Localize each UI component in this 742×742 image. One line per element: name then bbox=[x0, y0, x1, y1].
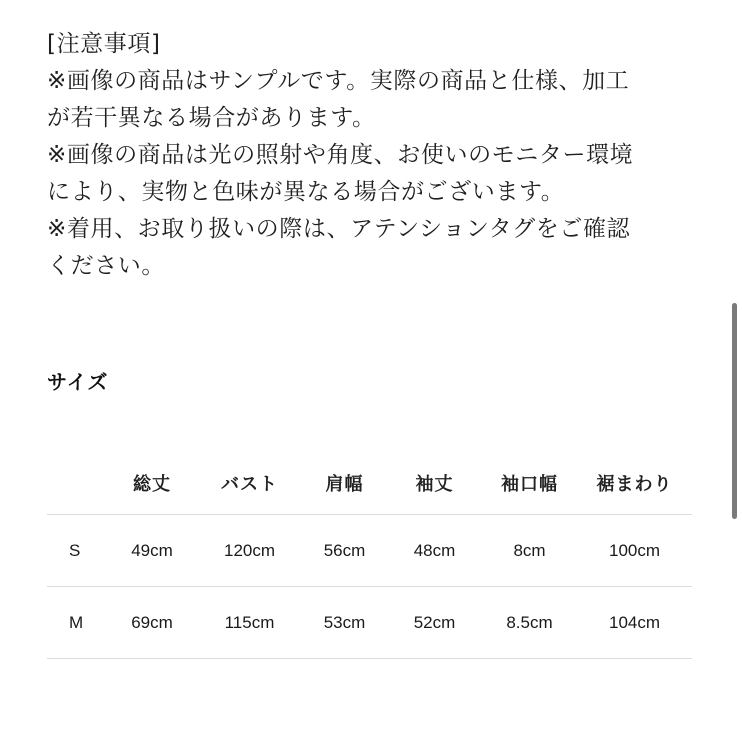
notes-line: ※着用、お取り扱いの際は、アテンションタグをご確認 bbox=[47, 216, 631, 242]
table-header-cell: 袖口幅 bbox=[482, 452, 577, 515]
table-cell: 56cm bbox=[302, 515, 387, 587]
table-cell: 104cm bbox=[577, 587, 692, 659]
table-cell: 53cm bbox=[302, 587, 387, 659]
table-cell: 100cm bbox=[577, 515, 692, 587]
notes-section bbox=[47, 26, 707, 285]
size-table-header-row bbox=[47, 452, 692, 515]
scrollbar-thumb[interactable] bbox=[732, 303, 737, 519]
table-header-cell: 袖丈 bbox=[387, 452, 482, 515]
size-table bbox=[47, 452, 692, 659]
notes-line: により、実物と色味が異なる場合がございます。 bbox=[47, 179, 565, 205]
table-row bbox=[47, 587, 692, 659]
table-cell: 49cm bbox=[107, 515, 197, 587]
table-header-cell bbox=[47, 452, 107, 515]
notes-line: が若干異なる場合があります。 bbox=[47, 105, 376, 131]
table-cell: 120cm bbox=[197, 515, 302, 587]
size-label-cell: S bbox=[47, 515, 107, 587]
table-cell: 52cm bbox=[387, 587, 482, 659]
table-cell: 8.5cm bbox=[482, 587, 577, 659]
table-header-cell: 総丈 bbox=[107, 452, 197, 515]
notes-line: ※画像の商品はサンプルです。実際の商品と仕様、加工 bbox=[47, 68, 630, 94]
size-heading: サイズ bbox=[47, 370, 109, 394]
table-cell: 48cm bbox=[387, 515, 482, 587]
notes-line: ください。 bbox=[47, 253, 165, 279]
table-header-cell: バスト bbox=[197, 452, 302, 515]
table-cell: 69cm bbox=[107, 587, 197, 659]
notes-title: [注意事項] bbox=[47, 31, 161, 57]
size-label-cell: M bbox=[47, 587, 107, 659]
table-header-cell: 裾まわり bbox=[577, 452, 692, 515]
table-row bbox=[47, 515, 692, 587]
notes-line: ※画像の商品は光の照射や角度、お使いのモニター環境 bbox=[47, 142, 634, 168]
table-cell: 115cm bbox=[197, 587, 302, 659]
table-cell: 8cm bbox=[482, 515, 577, 587]
table-header-cell: 肩幅 bbox=[302, 452, 387, 515]
